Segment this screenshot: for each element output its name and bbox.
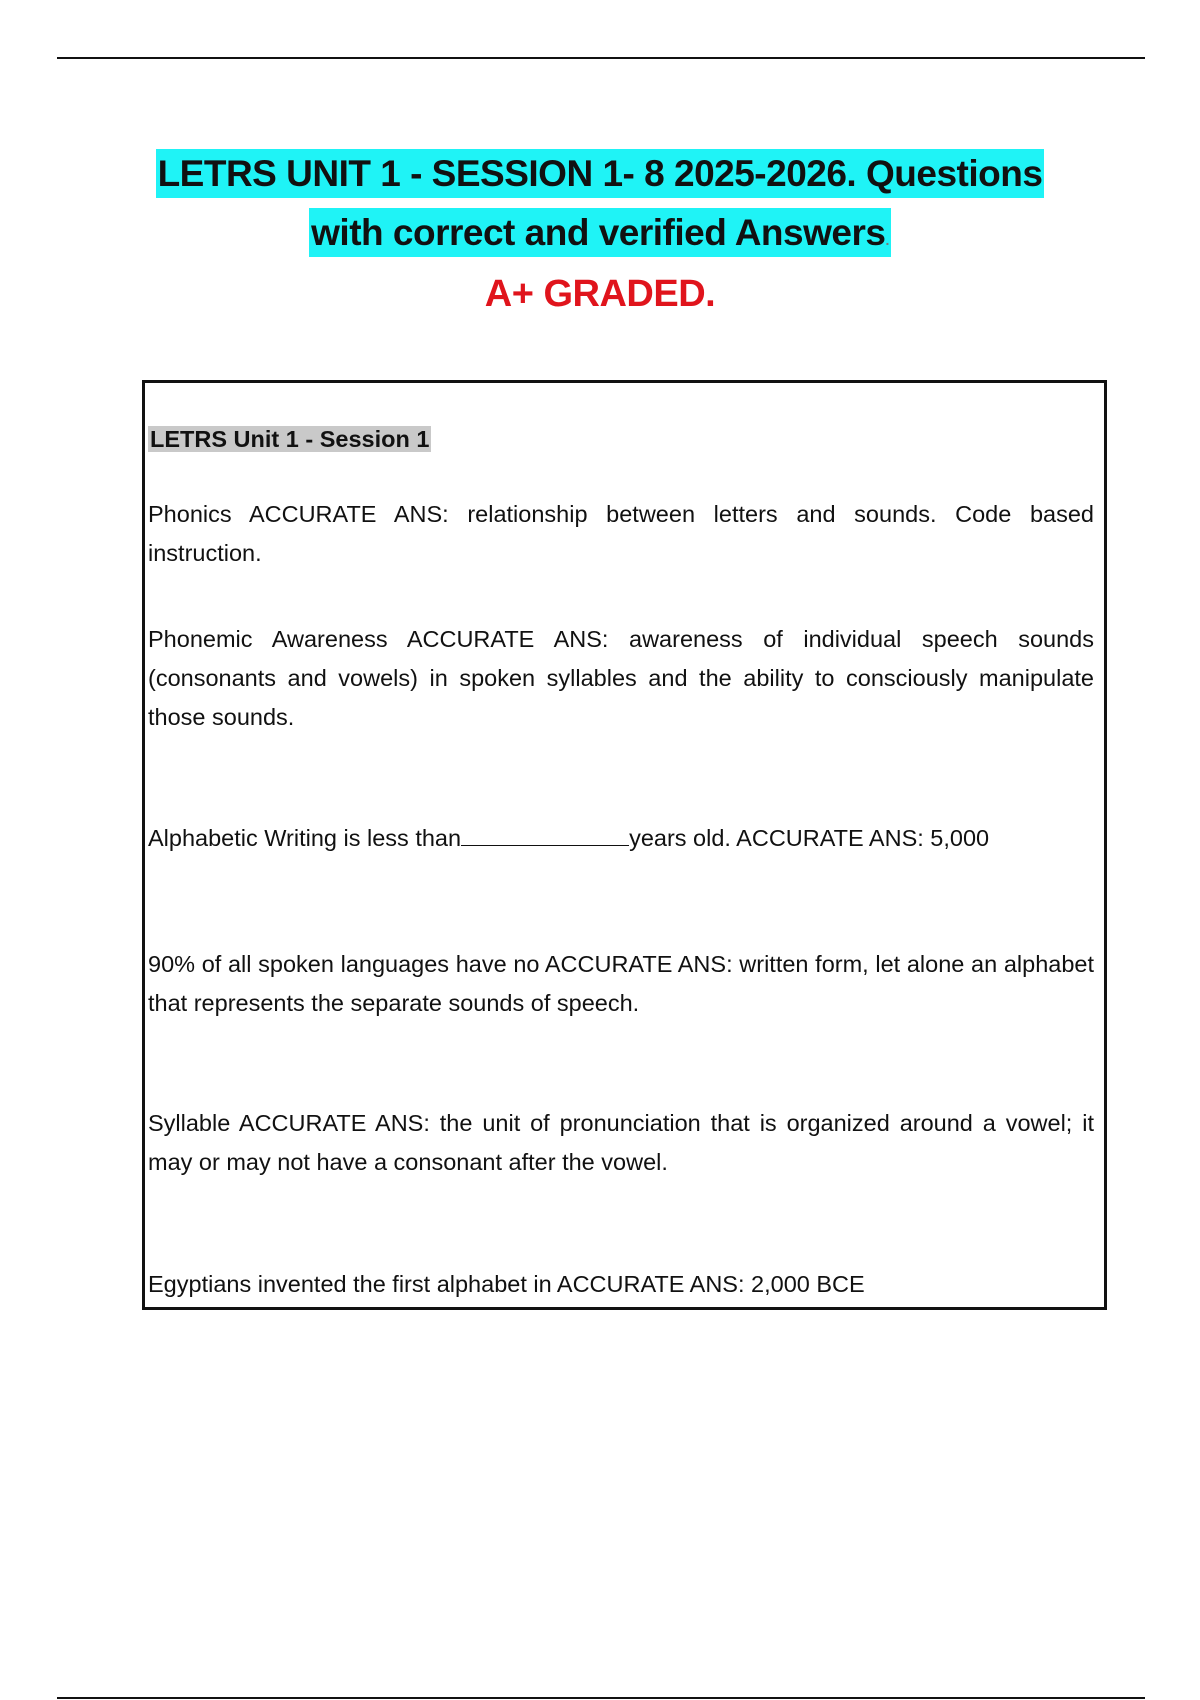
title-highlight <box>309 208 891 257</box>
qa-item <box>148 819 1094 858</box>
grade-label: A+ GRADED. <box>484 273 716 315</box>
qa-item: 90% of all spoken languages have no ACCURATE ANS: written form, let alone an alphabet that represents the separate sounds of speech. <box>148 951 1094 1016</box>
title-line2-period: . <box>885 232 889 248</box>
bottom-rule <box>57 1697 1145 1699</box>
section-heading-row <box>148 420 1094 459</box>
title-highlight: LETRS UNIT 1 - SESSION 1- 8 2025-2026. Questions <box>156 149 1045 198</box>
top-rule <box>57 57 1145 59</box>
answer-blank <box>461 823 629 846</box>
qa-question-start: Alphabetic Writing is less than <box>148 825 462 851</box>
section-heading: LETRS Unit 1 - Session 1 <box>150 426 430 452</box>
qa-item: Phonemic Awareness ACCURATE ANS: awareness of individual speech sounds (consonants and vowels) in spoken syllables and the ability to consciously manipulate those sounds. <box>148 626 1094 730</box>
qa-item: Syllable ACCURATE ANS: the unit of pronunciation that is organized around a vowel; it may or may not have a consonant after the vowel. <box>148 1110 1094 1175</box>
document-title-line2 <box>0 209 1200 264</box>
qa-item: Phonics ACCURATE ANS: relationship between letters and sounds. Code based instruction. <box>148 501 1094 566</box>
qa-item: Egyptians invented the first alphabet in ACCURATE ANS: 2,000 BCE <box>148 1271 865 1297</box>
title-line2-text: with correct and verified Answers <box>311 212 886 253</box>
qa-question-end: years old. ACCURATE ANS: 5,000 <box>629 825 990 851</box>
document-title-line1 <box>0 150 1200 198</box>
